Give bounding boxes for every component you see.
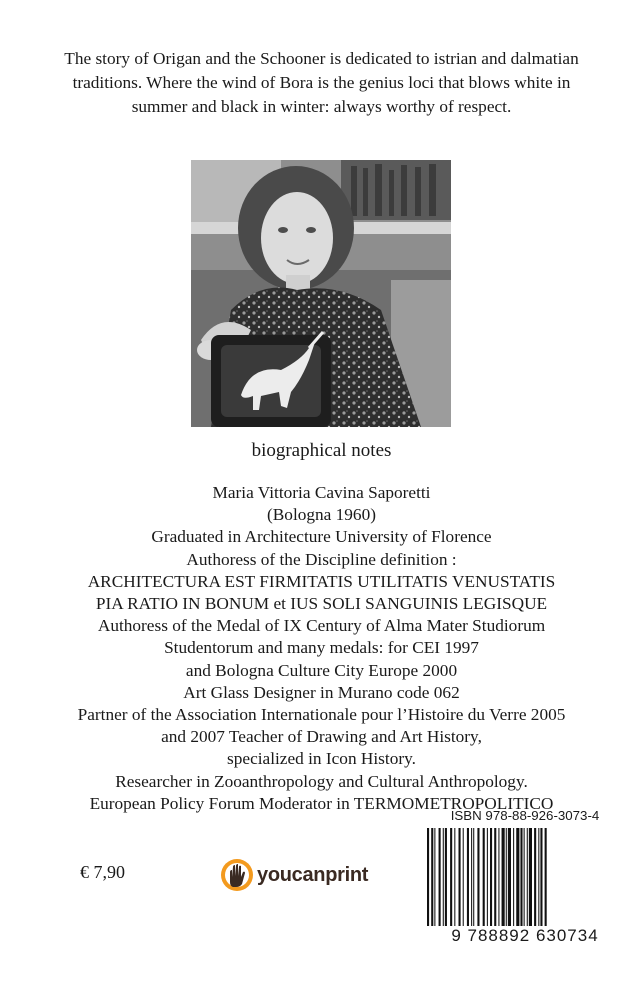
- barcode-bar: [520, 828, 522, 930]
- intro-line: The story of Origan and the Schooner is dedicated to istrian and dalmatian: [64, 49, 579, 68]
- author-photo: [191, 160, 451, 427]
- barcode-bar: [483, 828, 485, 930]
- barcode-bar: [434, 828, 435, 930]
- barcode-bar: [545, 828, 547, 930]
- barcode: [423, 828, 627, 930]
- barcode-bar: [431, 828, 433, 930]
- barcode-bar: [443, 828, 444, 930]
- barcode-bar: [427, 828, 429, 930]
- price-label: € 7,90: [80, 862, 125, 882]
- isbn-label: ISBN 978-88-926-3073-4: [450, 808, 600, 823]
- bio-line: Authoress of the Medal of IX Century of Alma Mater Studiorum: [97, 616, 546, 636]
- barcode-bar: [463, 828, 464, 930]
- publisher-name: youcanprint: [257, 863, 369, 886]
- barcode-bar: [494, 828, 496, 930]
- barcode-bar: [527, 828, 528, 930]
- barcode-bar: [502, 828, 505, 930]
- barcode-bar: [508, 828, 511, 930]
- barcode-bar: [467, 828, 469, 930]
- barcode-bar: [534, 828, 536, 930]
- barcode-bar: [506, 828, 507, 930]
- barcode-bar: [450, 828, 452, 930]
- bio-line: Maria Vittoria Cavina Saporetti: [212, 483, 431, 502]
- bio-line: specialized in Icon History.: [227, 749, 416, 769]
- barcode-bar: [490, 828, 492, 930]
- barcode-bar: [540, 828, 542, 930]
- barcode-bar: [473, 828, 474, 930]
- author-photo-illustration: [191, 160, 451, 427]
- bio-line: (Bologna 1960): [267, 505, 376, 525]
- intro-paragraph: [40, 47, 603, 119]
- barcode-digits: 9 788892 630734: [423, 926, 627, 946]
- barcode-bar: [439, 828, 441, 930]
- publisher-logo: [220, 855, 368, 895]
- bio-line: Partner of the Association Internationale pour l’Histoire du Verre 2005: [77, 705, 566, 725]
- barcode-bar: [498, 828, 499, 930]
- barcode-bar: [538, 828, 539, 930]
- barcode-bar: [454, 828, 455, 930]
- intro-line: summer and black in winter: always worthy of respect.: [131, 97, 512, 116]
- bio-line: Authoress of the Discipline definition :: [186, 549, 457, 569]
- barcode-bar: [459, 828, 461, 930]
- barcode-bar: [516, 828, 519, 930]
- bio-line: European Policy Forum Moderator in TERMOMETROPOLITICO: [89, 793, 554, 813]
- bio-line: ARCHITECTURA EST FIRMITATIS UTILITATIS VENUSTATIS: [87, 571, 556, 591]
- bio-line: Art Glass Designer in Murano code 062: [183, 682, 460, 702]
- barcode-bar: [524, 828, 525, 930]
- barcode-bar: [477, 828, 479, 930]
- bio-text: [30, 482, 613, 815]
- barcode-bar: [529, 828, 532, 930]
- bio-line: Researcher in Zooanthropology and Cultural Anthropology.: [115, 771, 528, 791]
- bio-line: and 2007 Teacher of Drawing and Art History,: [161, 727, 482, 747]
- bio-heading: biographical notes: [251, 440, 392, 461]
- bio-line: Studentorum and many medals: for CEI 1997: [164, 638, 479, 658]
- barcode-bar: [445, 828, 447, 930]
- bio-line: and Bologna Culture City Europe 2000: [185, 660, 458, 680]
- intro-line: traditions. Where the wind of Bora is the genius loci that blows white in: [72, 73, 571, 92]
- hand-icon: [220, 858, 254, 892]
- bio-line: PIA RATIO IN BONUM et IUS SOLI SANGUINIS LEGISQUE: [95, 594, 548, 614]
- barcode-bar: [513, 828, 514, 930]
- barcode-bar: [487, 828, 488, 930]
- barcode-bar: [471, 828, 472, 930]
- bio-line: Graduated in Architecture University of Florence: [151, 527, 492, 547]
